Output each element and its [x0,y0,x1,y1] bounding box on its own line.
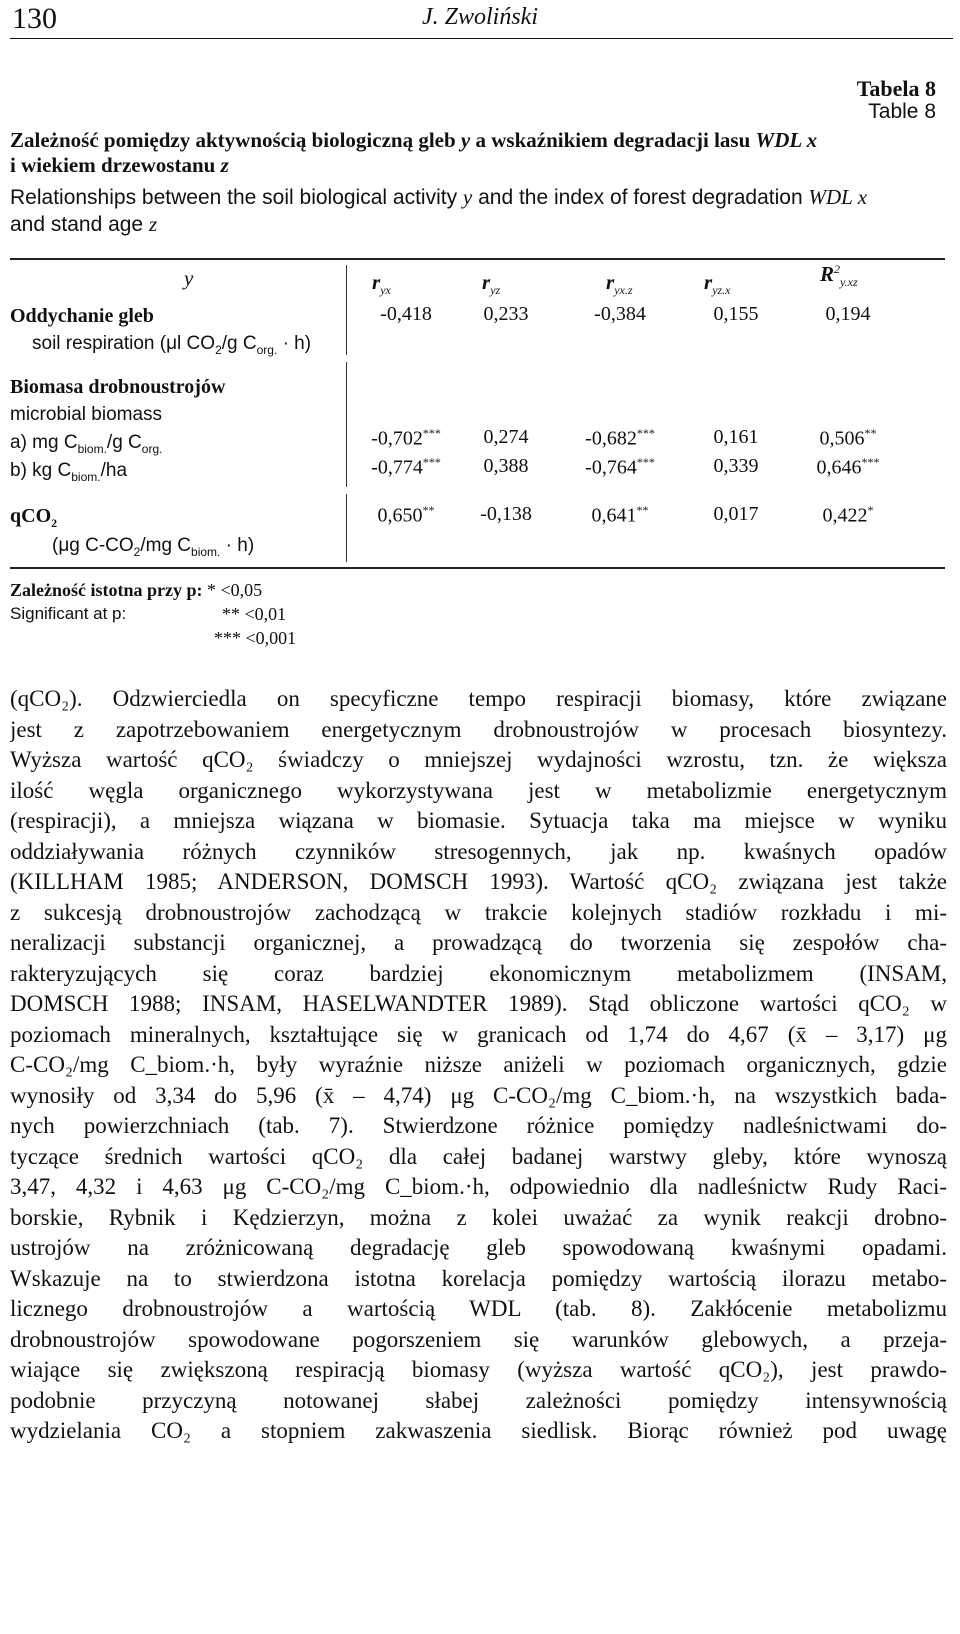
body-line: poziomach mineralnych, kształtujące się w granicach od 1,74 do 4,67 (x̄ – 3,17) μg [10,1021,947,1047]
table-label-pl: Tabela 8 [856,76,936,101]
body-line: z sukcesją drobnoustrojów zachodzącą w trakcie kolejnych stadiów rozkładu i mi- [10,899,947,925]
column-header-ryz: $r_{yz}$ [482,270,501,298]
body-line: (KILLHAM 1985; ANDERSON, DOMSCH 1993). Wartość qCO₂ związana jest także [10,869,947,894]
body-line: licznego drobnoustrojów a wartością WDL (tab. 8). Zakłócenie metabolizmu [10,1296,947,1321]
table-cell: -0,384 [594,303,646,325]
group-name-pl: Biomasa drobnoustrojów [10,376,226,398]
column-header-ryx: $r_{yx}$ [372,270,391,298]
table-title-pl: Zależność pomiędzy aktywnością biologiczną gleb y a wskaźnikiem degradacji lasu WDL x [10,128,818,152]
table-title-en-line2: and stand age z [10,212,158,236]
body-line: oddziaływania różnych czynników stresogennych, jak np. kwaśnych opadów [10,838,947,864]
table-cell: -0,418 [380,303,432,325]
column-header-ryxz: $r_{yx.z}$ [606,270,633,298]
table-title-pl-line2: i wiekiem drzewostanu z [10,153,229,177]
table-cell: 0,646*** [816,455,880,479]
body-line: wiające się zwiększoną respiracją biomasy (wyższa wartość qCO₂), jest prawdo- [10,1357,947,1382]
body-line: rakteryzujących się coraz bardziej ekonomicznym metabolizmem (INSAM, [10,960,947,986]
body-line: 3,47, 4,32 i 4,63 μg C-CO₂/mg C_biom.·h, odpowiednio dla nadleśnictw Rudy Raci- [10,1174,947,1199]
group-name-en: microbial biomass [10,404,163,425]
table-cell: 0,641** [591,503,649,527]
page-number: 130 [12,2,57,35]
table-bottom-rule [10,567,945,569]
table-cell: 0,422* [822,503,874,527]
body-line: podobnie przyczyną notowanej słabej zależności pomiędzy intensywnością [10,1387,947,1413]
table-cell: -0,138 [480,503,532,525]
page-header [0,0,960,40]
group-name-pl: Oddychanie gleb [10,305,154,327]
table-cell: 0,339 [713,455,759,477]
table-cell: 0,650** [377,503,435,527]
table-cell: 0,506** [819,426,877,450]
body-line: wydzielania CO₂ a stopniem zakwaszenia siedlisk. Biorąc również pod uwagę [10,1418,947,1443]
body-paragraph [10,684,947,1447]
table-cell: 0,388 [483,455,529,477]
body-line: nych powierzchniach (tab. 7). Stwierdzone różnice pomiędzy nadleśnictwami do- [10,1113,947,1138]
header-rule [10,38,953,39]
table-cell: 0,017 [713,503,759,525]
significance-label-pl: Zależność istotna przy p: * <0,05 [10,580,263,600]
body-line: wynosiły od 3,34 do 5,96 (x̄ – 4,74) μg C-CO₂/mg C_biom.·h, na wszystkich bada- [10,1082,947,1108]
table-cell: 0,233 [483,303,529,325]
column-header-y: y [184,266,194,290]
body-line: tyczące średnich wartości qCO₂ dla całej badanej warstwy gleby, które wynoszą [10,1143,947,1169]
table-cell: -0,702*** [371,426,441,450]
table-cell: 0,161 [713,426,759,448]
body-line: ustrojów na zróżnicowaną degradację gleb spowodowaną kwaśnymi opadami. [10,1235,947,1260]
group-name-pl: qCO$_2$ [10,505,58,530]
table-cell: 0,274 [483,426,529,448]
significance-level-3: *** <0,001 [214,628,297,648]
body-line: (respiracji), a mniejsza wiązana w biomasie. Sytuacja taka ma miejsce w wyniku [10,808,947,833]
table-top-rule [10,258,945,260]
group-name-en: soil respiration (μl $CO_2/g$ $C_{org.} \cdot h$) [32,333,312,357]
table-cell: -0,764*** [585,455,655,479]
body-line: ilość węgla organicznego wykorzystywana jest w metabolizmie energetycznym [10,777,947,803]
body-line: DOMSCH 1988; INSAM, HASELWANDTER 1989). Stąd obliczone wartości qCO₂ w [10,991,947,1016]
column-header-r2: $R^2_{y.xz}$ [820,262,858,290]
table-cell: -0,774*** [371,455,441,479]
running-author: J. Zwoliński [421,4,538,30]
body-line: jest z zapotrzebowaniem energetycznym drobnoustrojów w procesach biosyntezy. [10,716,947,742]
table-cell: 0,194 [825,303,871,325]
body-line: (qCO₂). Odzwierciedla on specyficzne tempo respiracji biomasy, które związane [10,686,947,711]
body-line: Wyższa wartość qCO₂ świadczy o mniejszej wydajności wzrostu, tzn. że większa [10,747,947,772]
body-line: C-CO₂/mg C_biom.·h, były wyraźnie niższe aniżeli w poziomach organicznych, gdzie [10,1052,947,1077]
body-line: drobnoustrojów spowodowane pogorszeniem się warunków glebowych, a przeja- [10,1326,947,1352]
table-cell: 0,155 [713,303,759,325]
significance-level-2: ** <0,01 [222,604,287,624]
body-line: Wskazuje na to stwierdzona istotna korelacja pomiędzy wartością ilorazu metabo- [10,1265,947,1291]
table-title-en: Relationships between the soil biological activity y and the index of forest degradation WDL x [10,185,868,209]
row-label-b: b) kg $C_{biom.}/ha$ [10,460,128,484]
body-line: borskie, Rybnik i Kędzierzyn, można z kolei uważać za wynik reakcji drobno- [10,1204,947,1230]
group-name-en: (μg $C-CO_2/mg$ $C_{biom.} \cdot h$) [52,535,255,559]
column-header-ryzx: $r_{yz.x}$ [704,270,731,298]
significance-label-en: Significant at p: [10,604,127,623]
row-label-a: a) mg $C_{biom.}/g$ $C_{org.}$ [10,432,163,456]
body-line: neralizacji substancji organicznej, a prowadzącą do tworzenia się zespołów cha- [10,930,947,955]
table-cell: -0,682*** [585,426,655,450]
table-label-en: Table 8 [868,100,936,123]
